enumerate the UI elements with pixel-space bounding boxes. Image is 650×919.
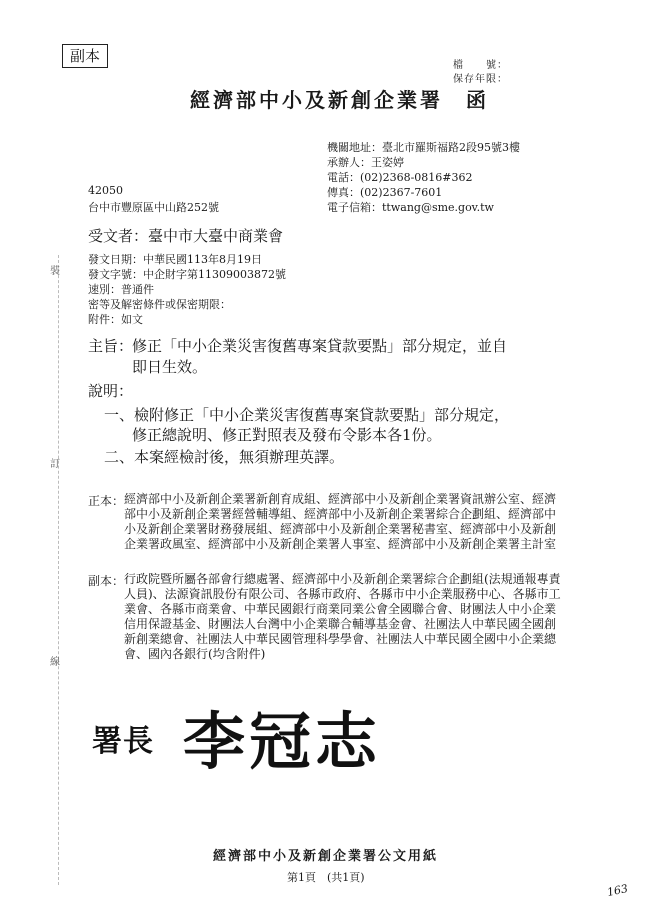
sender-address: 機關地址：臺北市羅斯福路2段95號3樓 [327, 141, 520, 154]
recipient-address: 台中市豐原區中山路252號 [88, 201, 219, 214]
binding-line [58, 255, 59, 885]
binding-mark-1: 裝 [50, 266, 60, 277]
copy-recipients-label: 副本： [88, 574, 125, 588]
sender-phone: 電話：(02)2368-0816#362 [327, 171, 473, 184]
footer-page: 第1頁 (共1頁) [287, 871, 365, 884]
sender-email: 電子信箱：ttwang@sme.gov.tw [327, 201, 494, 214]
binding-mark-2: 訂 [50, 459, 60, 470]
handwritten-page-number: 163 [605, 881, 630, 900]
secrecy-level: 密等及解密條件或保密期限： [88, 298, 231, 311]
subject-line-2: 即日生效。 [132, 358, 208, 376]
document-title: 經濟部中小及新創企業署 函 [190, 88, 489, 112]
main-recipients-label: 正本： [88, 494, 125, 508]
recipient-zip: 42050 [88, 184, 123, 197]
copy-stamp: 副本 [62, 44, 108, 68]
main-recipients-text: 經濟部中小及新創企業署新創育成組、經濟部中小及新創企業署資訊辦公室、經濟部中小及新創企業署經營輔導組、經濟部中小及新創企業署綜合企劃組、經濟部中小及新創企業署財務發展組、經濟部中小及新創企業署秘書室、經濟部中小及新創企業署政風室、經濟部中小及新創企業署人事室、經濟部中小及新創企業署主計室 [124, 492, 557, 551]
explanation-item-1-line-2: 修正總說明、修正對照表及發布令影本各1份。 [132, 426, 442, 444]
subject-label: 主旨： [88, 337, 134, 355]
delivery-speed: 速別：普通件 [88, 283, 154, 296]
keep-years-label: 保存年限： [453, 74, 508, 85]
signature-title: 署長 [92, 724, 154, 759]
binding-mark-3: 線 [50, 657, 60, 668]
subject-line-1: 修正「中小企業災害復舊專案貸款要點」部分規定，並自 [132, 337, 508, 355]
footer-title: 經濟部中小及新創企業署公文用紙 [213, 849, 439, 864]
explanation-item-1-line-1: 一、檢附修正「中小企業災害復舊專案貸款要點」部分規定， [104, 406, 510, 424]
copy-recipients-text: 行政院暨所屬各部會行總處署、經濟部中小及新創企業署綜合企劃組(法規通報專責人員)、法源資訊股份有限公司、各縣市政府、各縣市中小企業服務中心、各縣市工業會、各縣市商業會、中華民國銀行商業同業公會全國聯合會、財團法人中小企業信用保證基金、財團法人台灣中小企業聯合輔導基金會、社團法人中華民國全國創新創業總會、社團法人中華民國管理科學學會、社團法人中華民國全國中小企業總會、國內各銀行(均含附件) [124, 572, 561, 661]
attachment-info: 附件：如文 [88, 313, 143, 326]
sender-contact: 承辦人：王姿婷 [327, 156, 404, 169]
recipient-name: 受文者：臺中市大臺中商業會 [88, 227, 284, 245]
issue-date: 發文日期：中華民國113年8月19日 [88, 253, 262, 266]
explanation-item-2: 二、本案經檢討後，無須辦理英譯。 [104, 448, 345, 466]
signature-name: 李冠志 [183, 705, 382, 778]
document-number: 發文字號：中企財字第11309003872號 [88, 268, 286, 281]
explanation-label: 說明： [88, 382, 134, 400]
file-number-label: 檔 號： [453, 60, 508, 71]
sender-fax: 傳真：(02)2367-7601 [327, 186, 443, 199]
